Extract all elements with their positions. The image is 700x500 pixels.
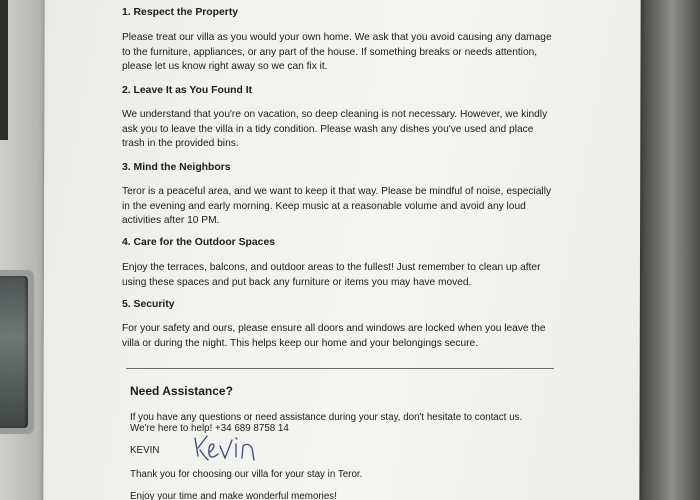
section-2-text xyxy=(122,108,572,152)
closing-line: Enjoy your time and make wonderful memories! xyxy=(130,491,337,500)
handwritten-signature xyxy=(192,430,272,470)
section-1-title: 1. Respect the Property xyxy=(122,7,239,18)
assistance-title: Need Assistance? xyxy=(130,384,233,398)
section-5-title: 5. Security xyxy=(122,299,175,310)
section-1-line-2: to the furniture, appliances, or any part of the house. If something breaks or needs attention, xyxy=(122,46,538,58)
section-2-title: 2. Leave It as You Found It xyxy=(122,85,253,96)
section-5-line-1: For your safety and ours, please ensure all doors and windows are locked when you leave the xyxy=(122,323,546,334)
thank-you-line: Thank you for choosing our villa for your stay in Teror. xyxy=(130,469,363,480)
section-3-line-1: Teror is a peaceful area, and we want to keep it that way. Please be mindful of noise, especially xyxy=(122,186,552,197)
section-3-line-3: activities after 10 PM. xyxy=(122,215,220,226)
section-2-line-2: ask you to leave the villa in a tidy condition. Please wash any dishes you've used and place xyxy=(122,123,534,135)
right-metal-door xyxy=(636,0,700,500)
assistance-line-2: We're here to help! +34 689 8758 14 xyxy=(130,423,289,434)
section-5-line-2: villa or during the night. This helps keep our home and your belongings secure. xyxy=(122,337,479,349)
section-1-line-3: please let us know right away so we can fix it. xyxy=(122,61,328,72)
section-4-line-1: Enjoy the terraces, balcons, and outdoor areas to the fullest! Just remember to clean up after xyxy=(122,262,541,273)
divider-line xyxy=(126,368,554,369)
section-2-line-3: trash in the provided bins. xyxy=(122,138,239,149)
section-2-line-1: We understand that you're on vacation, so deep cleaning is not necessary. However, we kindly xyxy=(122,109,548,120)
section-5-text xyxy=(122,322,572,351)
section-4-text xyxy=(122,261,572,290)
section-3-title: 3. Mind the Neighbors xyxy=(122,162,231,173)
section-3-text xyxy=(122,185,572,229)
host-name: KEVIN xyxy=(130,445,160,456)
left-window xyxy=(0,276,28,428)
section-3-line-2: in the evening and early morning. Keep music at a reasonable volume and avoid any loud xyxy=(122,200,526,212)
section-1-text xyxy=(122,31,572,75)
assistance-line-1: If you have any questions or need assistance during your stay, don't hesitate to contact us. xyxy=(130,412,523,423)
left-dark-edge xyxy=(0,0,8,140)
section-4-line-2: using these spaces and put back any furniture or items you may have moved. xyxy=(122,276,472,288)
section-1-line-1: Please treat our villa as you would your own home. We ask that you avoid causing any damage xyxy=(122,32,552,43)
section-4-title: 4. Care for the Outdoor Spaces xyxy=(122,237,276,248)
